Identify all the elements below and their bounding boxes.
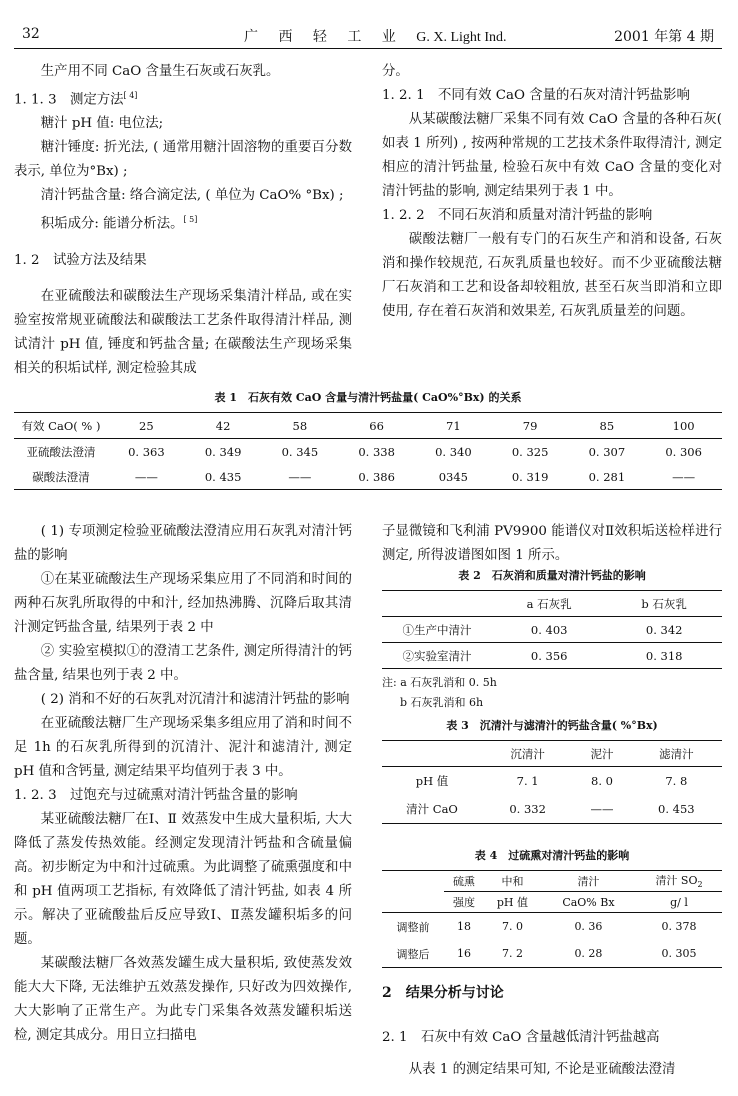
method-brix: 糖汁锤度: 折光法, ( 通常用糖汁固溶物的重要百分数表示, 单位为°Bx) ;: [14, 140, 352, 180]
section-heading-1-2-3: 1. 2. 3 过饱充与过硫熏对清汁钙盐含量的影响: [14, 788, 298, 803]
table-row: 调整后 16 7. 2 0. 28 0. 305: [396, 947, 697, 961]
method-calcium: 清汁钙盐含量: 络合滴定法, ( 单位为 CaO% °Bx) ;: [40, 188, 344, 204]
paragraph-continuation: 子显微镜和飞利浦 PV9900 能谱仪对Ⅱ效积垢送检样进行测定, 所得波谱图如图 1 所示。: [382, 524, 722, 563]
running-header: [14, 26, 722, 49]
paragraph-item-2: ( 2) 消和不好的石灰乳对沉清汁和滤清汁钙盐的影响: [40, 692, 350, 707]
table-row: ①生产中清汁 0. 403 0. 342: [382, 617, 722, 643]
table-4: [382, 846, 722, 968]
section-heading-2-1: 2. 1 石灰中有效 CaO 含量越低清汁钙盐越高: [382, 1030, 660, 1045]
table-4-grid: [382, 870, 722, 968]
journal-title: [244, 26, 506, 46]
table-row: 碳酸法澄清 —— 0. 435 —— 0. 386 0345 0. 319 0. 281 ——: [32, 469, 696, 484]
right-column-section-2: [382, 980, 722, 1082]
table-2-note-a: 注: a 石灰乳消和 0. 5h: [382, 676, 497, 689]
table-row: 亚硫酸法澄清 0. 363 0. 349 0. 345 0. 338 0. 340 0. 325 0. 307 0. 306: [14, 439, 722, 465]
table-3-caption: 表 3 沉清汁与滤清汁的钙盐含量( %°Bx): [446, 719, 658, 732]
section-heading-1-2-2: 1. 2. 2 不同石灰消和质量对清汁钙盐的影响: [382, 208, 653, 223]
citation-ref: [ 5]: [183, 215, 198, 225]
paragraph-1-2-2: 碳酸法糖厂一般有专门的石灰生产和消和设备, 石灰消和操作较规范, 石灰乳质量也较好。而不少亚硫酸法糖厂石灰消和工艺和设备却较粗放, 甚至石灰当即消和立即使用, 存在着石灰消和效果差, 石灰乳质量差的问题。: [382, 232, 722, 319]
journal-title-en: G. X. Light Ind.: [416, 30, 507, 45]
right-column-top: [382, 60, 722, 324]
table-row: pH 值 7. 1 8. 0 7. 8: [382, 767, 722, 796]
citation-ref: [ 4]: [123, 91, 138, 100]
issue-label: 2001 年第 4 期: [614, 29, 714, 45]
paragraph-2-1: 从表 1 的测定结果可知, 不论是亚硫酸法澄清: [408, 1062, 676, 1077]
table-row: 清汁 CaO 0. 332 —— 0. 453: [406, 802, 695, 816]
method-ph: 糖汁 pH 值: 电位法;: [40, 116, 164, 132]
table-row: ②实验室清汁 0. 356 0. 318: [382, 643, 722, 669]
paragraph-continuation: 生产用不同 CaO 含量生石灰或石灰乳。: [40, 64, 280, 79]
paragraph-item-1b: ② 实验室模拟①的澄清工艺条件, 测定所得清汁的钙盐含量, 结果也列于表 2 中。: [14, 644, 352, 683]
table-2-caption: 表 2 石灰消和质量对清汁钙盐的影响: [458, 569, 646, 582]
table-row: a 石灰乳 b 石灰乳: [526, 596, 687, 611]
left-column-top: [14, 60, 352, 381]
paragraph-1-2-3-b: 某碳酸法糖厂各效蒸发罐生成大量积垢, 致使蒸发效能大大下降, 无法维护五效蒸发操作, 只好改为四效操作, 大大影响了正常生产。为此专门采集各效蒸发罐积垢送检, 测定其成分。用日立扫描电: [14, 956, 352, 1043]
paragraph-item-1a: ①在某亚硫酸法生产现场采集应用了不同消和时间的两种石灰乳所取得的中和汁, 经加热沸腾、沉降后取其清汁测定钙盐含量, 结果列于表 2 中: [14, 572, 352, 635]
journal-title-cn: 广 西 轻 工 业: [244, 29, 404, 45]
table-4-caption: 表 4 过硫熏对清汁钙盐的影响: [474, 849, 630, 862]
right-column-bottom: [382, 520, 722, 568]
paragraph-item-2-body: 在亚硫酸法糖厂生产现场采集多组应用了消和时间不足 1h 的石灰乳所得到的沉清汁、泥汁和滤清汁, 测定 pH 值和含钙量, 测定结果平均值列于表 3 中。: [14, 716, 352, 779]
paragraph-continuation: 分。: [382, 64, 409, 79]
paragraph-1-2-3: 某亚硫酸法糖厂在Ⅰ、Ⅱ 效蒸发中生成大量积垢, 大大降低了蒸发传热效能。经测定发现清汁钙盐和含硫量偏高。初步断定为中和汁过硫熏。为此调整了硫熏强度和中和 pH 值两项工艺指标, 有效降低了清汁钙盐, 如表 4 所示。解决了亚硫酸盐后反应导致Ⅰ、Ⅱ蒸发罐积垢多的问题。: [14, 812, 352, 947]
paragraph-item-1: ( 1) 专项测定检验亚硫酸法澄清应用石灰乳对清汁钙盐的影响: [14, 524, 352, 563]
table-1: [14, 388, 722, 490]
table-2-grid: [382, 590, 722, 669]
left-column-bottom: [14, 520, 352, 1048]
table-2: [382, 566, 722, 713]
table-row: 调整前 18 7. 0 0. 36 0. 378: [382, 913, 722, 941]
table-3-grid: [382, 740, 722, 824]
table-row: 强度 pH 值 CaO% Bx g/ l: [382, 892, 722, 913]
page-number: 32: [22, 26, 40, 42]
paragraph-1-2: 在亚硫酸法和碳酸法生产现场采集清汁样品, 或在实验室按常规亚硫酸法和碳酸法工艺条件取得清汁样品, 测试清汁 pH 值, 锤度和钙盐含量; 在碳酸法生产现场采集相关的积垢试样, 测定检验其成: [14, 288, 352, 376]
section-heading-2: 2 结果分析与讨论: [382, 985, 504, 1001]
table-3: [382, 716, 722, 824]
paragraph-1-2-1: 从某碳酸法糖厂采集不同有效 CaO 含量的各种石灰( 如表 1 所列) , 按两种常规的工艺技术条件取得清汁, 测定相应的清汁钙盐量, 检验石灰中有效 CaO 含量的变化对清汁钙盐的影响, 测定结果列于表 1 中。: [382, 112, 722, 199]
section-heading-1-1-3: 1. 1. 3 测定方法[ 4]: [14, 91, 138, 108]
table-1-caption: 表 1 石灰有效 CaO 含量与清汁钙盐量( CaO%°Bx) 的关系: [214, 391, 522, 404]
table-row: 沉清汁 泥汁 滤清汁: [510, 746, 694, 761]
table-1-grid: [14, 412, 722, 490]
section-heading-1-2-1: 1. 2. 1 不同有效 CaO 含量的石灰对清汁钙盐影响: [382, 88, 690, 103]
method-scale: 积垢成分: 能谱分析法。[ 5]: [40, 215, 198, 232]
table-2-note-b: b 石灰乳消和 6h: [400, 696, 484, 709]
table-row: 有效 CaO( % ) 25 42 58 66 71 79 85 100: [21, 418, 695, 433]
section-heading-1-2: 1. 2 试验方法及结果: [14, 252, 147, 268]
table-row: 硫熏 中和 清汁 清汁 $SO_2$: [453, 874, 703, 890]
